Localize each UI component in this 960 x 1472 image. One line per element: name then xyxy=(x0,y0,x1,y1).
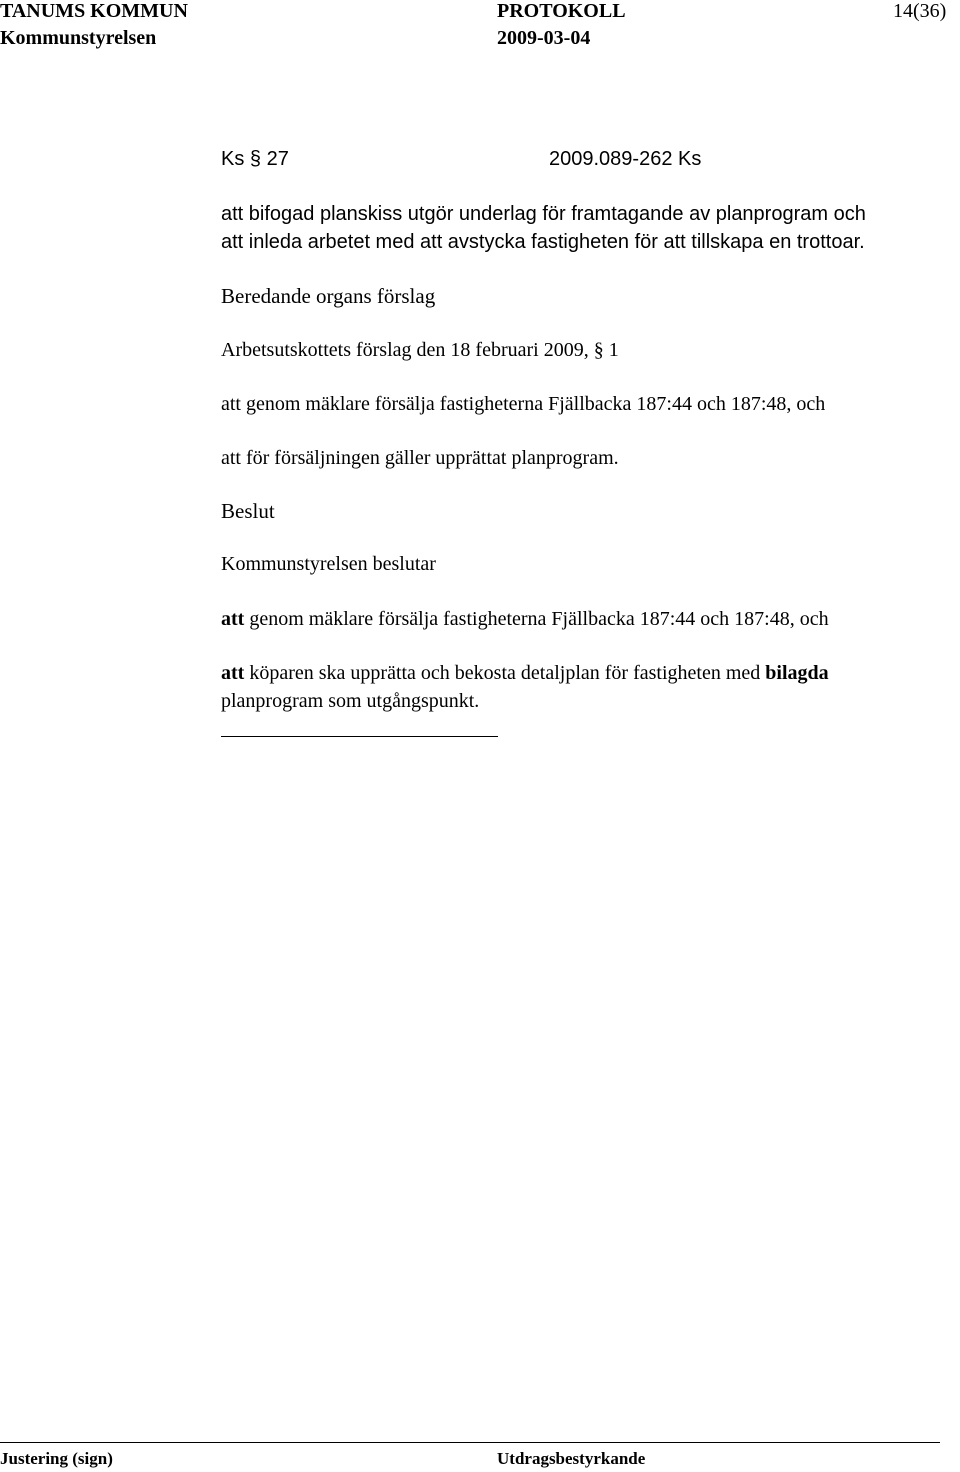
decision-item-1 xyxy=(221,605,829,633)
proposal-source: Arbetsutskottets förslag den 18 februari 2009, § 1 xyxy=(221,339,619,361)
decision-item-1-text: genom mäklare försälja fastigheterna Fjällbacka 187:44 och 187:48, och xyxy=(244,608,829,630)
proposal-heading: Beredande organs förslag xyxy=(221,284,436,308)
decision-item-2-text: köparen ska upprätta och bekosta detaljplan för fastigheten med xyxy=(244,662,766,684)
intro-line-1: att bifogad planskiss utgör underlag för framtagande av planprogram och xyxy=(221,203,866,225)
end-rule xyxy=(221,736,498,737)
decision-item-2-bold: bilagda xyxy=(765,662,829,684)
decision-item-2-keyword: att xyxy=(221,662,245,684)
decision-intro: Kommunstyrelsen beslutar xyxy=(221,553,436,575)
decision-heading: Beslut xyxy=(221,499,275,523)
proposal-item-1: att genom mäklare försälja fastigheterna Fjällbacka 187:44 och 187:48, och xyxy=(221,393,826,415)
header-committee: Kommunstyrelsen xyxy=(0,27,157,49)
footer-justering: Justering (sign) xyxy=(0,1449,113,1468)
decision-item-2 xyxy=(221,659,829,687)
footer-utdragsbestyrkande: Utdragsbestyrkande xyxy=(497,1449,646,1468)
header-organization: TANUMS KOMMUN xyxy=(0,0,188,22)
proposal-item-2: att för försäljningen gäller upprättat planprogram. xyxy=(221,447,619,469)
header-date: 2009-03-04 xyxy=(497,27,591,49)
header-page-number: 14(36) xyxy=(893,0,947,22)
intro-line-2: att inleda arbetet med att avstycka fastigheten för att tillskapa en trottoar. xyxy=(221,231,865,253)
decision-item-1-keyword: att xyxy=(221,608,245,630)
case-number: Ks § 27 xyxy=(221,148,289,170)
decision-item-2-line-2: planprogram som utgångspunkt. xyxy=(221,690,480,712)
case-reference: 2009.089-262 Ks xyxy=(549,148,702,170)
footer-rule xyxy=(0,1442,940,1443)
header-document-type: PROTOKOLL xyxy=(497,0,626,22)
